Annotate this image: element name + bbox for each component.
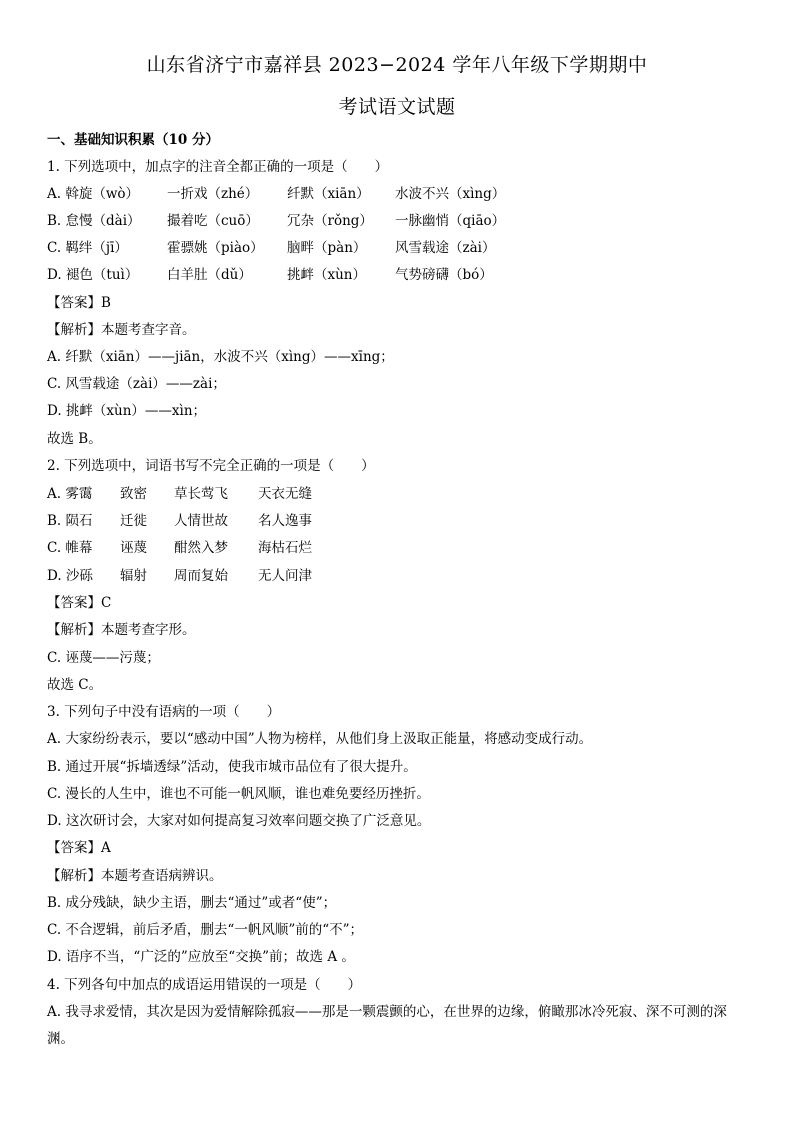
option-cell: 白羊肚（dǔ） bbox=[167, 267, 252, 283]
q1-option-d bbox=[47, 266, 493, 284]
q2-note: 故选 C。 bbox=[47, 677, 103, 693]
option-cell: 无人问津 bbox=[258, 568, 312, 584]
q3-option-a: A. 大家纷纷表示，要以“感动中国”人物为榜样，从他们身上汲取正能量，将感动变成行动。 bbox=[47, 731, 593, 747]
section-heading: 一、基础知识积累（10 分） bbox=[47, 132, 219, 148]
q2-answer: 【答案】C bbox=[47, 595, 112, 611]
option-cell: 致密 bbox=[120, 486, 147, 502]
option-cell: 海枯石烂 bbox=[258, 540, 312, 556]
q3-answer: 【答案】A bbox=[47, 840, 111, 856]
option-cell: 纤默（xiān） bbox=[287, 186, 370, 202]
q1-option-c bbox=[47, 239, 495, 257]
q1-note: 故选 B。 bbox=[47, 431, 102, 447]
q1-note: C. 风雪载途（zài）——zài； bbox=[47, 376, 226, 392]
option-cell: D. 褪色（tuì） bbox=[47, 267, 139, 283]
q1-note: D. 挑衅（xùn）——xìn； bbox=[47, 403, 207, 419]
option-cell: 天衣无缝 bbox=[258, 486, 312, 502]
q2-analysis: 【解析】本题考查字形。 bbox=[47, 622, 196, 638]
option-cell: 风雪载途（zài） bbox=[395, 240, 496, 256]
q3-option-d: D. 这次研讨会，大家对如何提高复习效率问题交换了广泛意见。 bbox=[47, 813, 431, 829]
q3-analysis: 【解析】本题考查语病辨识。 bbox=[47, 868, 223, 884]
q3-note: B. 成分残缺，缺少主语，删去“通过”或者“使”； bbox=[47, 895, 337, 911]
option-cell: 草长莺飞 bbox=[174, 486, 228, 502]
q2-note: C. 诬蔑——污蔑； bbox=[47, 650, 160, 666]
q3-note: C. 不合逻辑，前后矛盾，删去“一帆风顺”前的“不”； bbox=[47, 922, 364, 938]
q1-stem: 1. 下列选项中，加点字的注音全都正确的一项是（ ） bbox=[47, 159, 389, 175]
option-cell: 一脉幽悄（qiāo） bbox=[395, 213, 506, 229]
q3-stem: 3. 下列句子中没有语病的一项（ ） bbox=[47, 704, 281, 720]
option-cell: 冗杂（rǒng） bbox=[287, 213, 373, 229]
option-cell: 周而复始 bbox=[174, 568, 228, 584]
option-cell: 人情世故 bbox=[174, 513, 228, 529]
option-cell: 霍骠姚（piào） bbox=[167, 240, 264, 256]
option-cell: A. 雾霭 bbox=[47, 486, 93, 502]
option-cell: 气势磅礴（bó） bbox=[395, 267, 493, 283]
option-cell: C. 羁绊（jī） bbox=[47, 240, 128, 256]
option-cell: 酣然入梦 bbox=[174, 540, 228, 556]
option-cell: 水波不兴（xìng） bbox=[395, 186, 506, 202]
q2-stem: 2. 下列选项中，词语书写不完全正确的一项是（ ） bbox=[47, 458, 375, 474]
q2-option-d bbox=[47, 567, 312, 585]
q1-option-a bbox=[47, 185, 505, 203]
option-cell: 撮着吃（cuō） bbox=[167, 213, 259, 229]
option-cell: B. 陨石 bbox=[47, 513, 93, 529]
q2-option-c bbox=[47, 539, 312, 557]
q3-option-b: B. 通过开展“拆墙透绿”活动，使我市城市品位有了很大提升。 bbox=[47, 759, 417, 775]
option-cell: B. 怠慢（dài） bbox=[47, 213, 141, 229]
option-cell: 名人逸事 bbox=[258, 513, 312, 529]
option-cell: 挑衅（xùn） bbox=[287, 267, 367, 283]
q2-option-a bbox=[47, 485, 312, 503]
q1-answer: 【答案】B bbox=[47, 295, 111, 311]
page-title-line2: 考试语文试题 bbox=[338, 96, 456, 118]
option-cell: 一折戏（zhé） bbox=[167, 186, 259, 202]
option-cell: 脑畔（pàn） bbox=[287, 240, 367, 256]
q2-option-b bbox=[47, 512, 312, 530]
option-cell: 辐射 bbox=[120, 568, 147, 584]
option-cell: 迁徙 bbox=[120, 513, 147, 529]
q4-option-a: A. 我寻求爱情，其次是因为爱情解除孤寂——那是一颗震颤的心，在世界的边缘，俯瞰那冰冷死寂、深不可测的深渊。 bbox=[47, 1004, 727, 1047]
q3-note: D. 语序不当，“广泛的”应放至“交换”前；故选 A 。 bbox=[47, 949, 355, 965]
option-cell: A. 斡旋（wò） bbox=[47, 186, 140, 202]
option-cell: D. 沙砾 bbox=[47, 568, 93, 584]
q4-stem: 4. 下列各句中加点的成语运用错误的一项是（ ） bbox=[47, 977, 362, 993]
page-title-line1: 山东省济宁市嘉祥县 2023−2024 学年八年级下学期期中 bbox=[146, 54, 648, 76]
q1-analysis: 【解析】本题考查字音。 bbox=[47, 322, 196, 338]
q1-note: A. 纤默（xiān）——jiān，水波不兴（xìng）——xīng； bbox=[47, 349, 394, 365]
option-cell: 诬蔑 bbox=[120, 540, 147, 556]
q3-option-c: C. 漫长的人生中，谁也不可能一帆风顺，谁也难免要经历挫折。 bbox=[47, 786, 430, 802]
option-cell: C. 帷幕 bbox=[47, 540, 93, 556]
q1-option-b bbox=[47, 212, 505, 230]
